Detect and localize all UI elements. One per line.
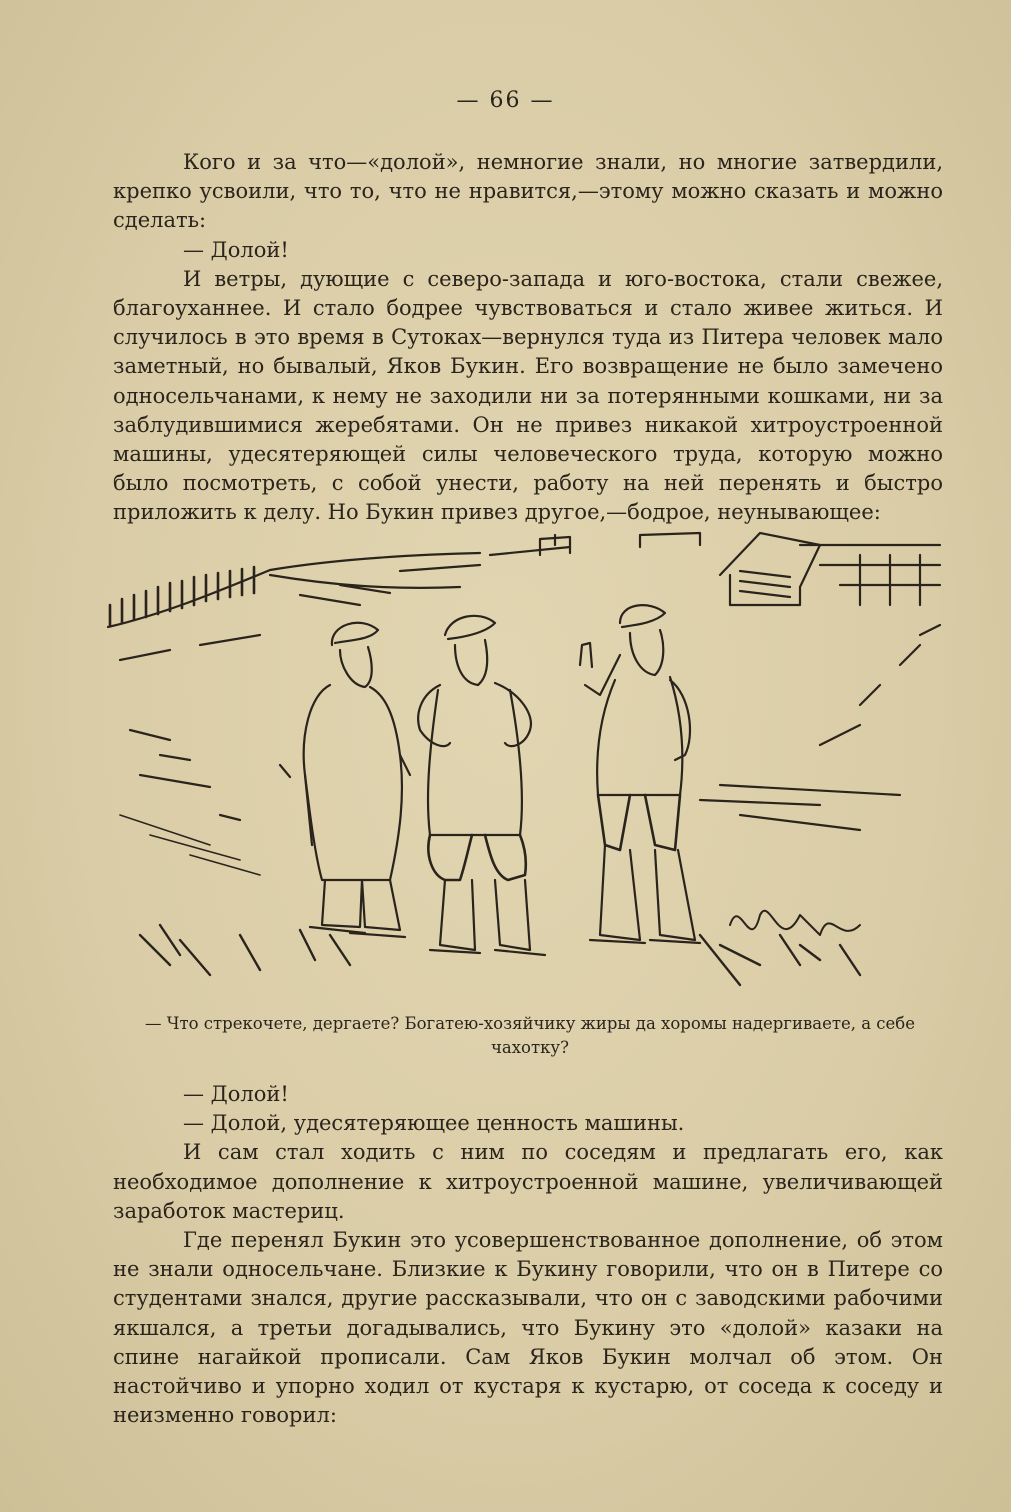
paragraph: Кого и за что—«долой», немногие знали, но многие затвердили, крепко усвоили, что то, что не нравится,—этому можно сказать и можно сделать: (113, 150, 943, 233)
three-peasants-drawing-icon (100, 515, 950, 1005)
paragraph: И ветры, дующие с северо-запада и юго-востока, стали свежее, благоуханнее. И стало бодрее чувствоваться и стало живее житься. И случилось в это время в Сутоках—вернулся туда из Питера человек мало заметный, но бывалый, Яков Букин. Его возвращение не было замечено односельчанами, к нему не заходили ни за потерянными кошками, ни за заблудившимися жеребятами. Он не привез никакой хитроустроенной машины, удесятеряющей силы человеческого труда, которую можно было посмотреть, с собой унести, работу на ней перенять и быстро приложить к делу. Но Букин привез другое,—бодрое, неунывающее: (113, 266, 943, 525)
text-block-top (113, 148, 943, 528)
paragraph: — Долой! (183, 1082, 289, 1106)
page-number: — 66 — (456, 88, 555, 113)
paragraph: И сам стал ходить с ним по соседям и предлагать его, как необходимое дополнение к хитроустроенной машине, увеличивающей заработок мастериц. (113, 1140, 943, 1223)
illustration-three-peasants (100, 515, 950, 1005)
illustration-caption: — Что стрекочете, дергаете? Богатею-хозяйчику жиры да хоромы надергиваете, а себе чахотку? (144, 1014, 916, 1057)
paragraph: — Долой, удесятеряющее ценность машины. (183, 1111, 685, 1136)
paragraph: — Долой! (183, 237, 289, 262)
paragraph: Где перенял Букин это усовершенствованное дополнение, об этом не знали односельчане. Близкие к Букину говорили, что он в Питере со студентами знался, другие рассказывали, что он с заводскими рабочими якшался, а третьи догадывались, что Букину это «долой» казаки на спине нагайкой прописали. Сам Яков Букин молчал об этом. Он настойчиво и упорно ходил от кустаря к кустарю, от соседа к соседу и неизменно говорил: (113, 1228, 943, 1428)
text-block-bottom (113, 1080, 943, 1430)
